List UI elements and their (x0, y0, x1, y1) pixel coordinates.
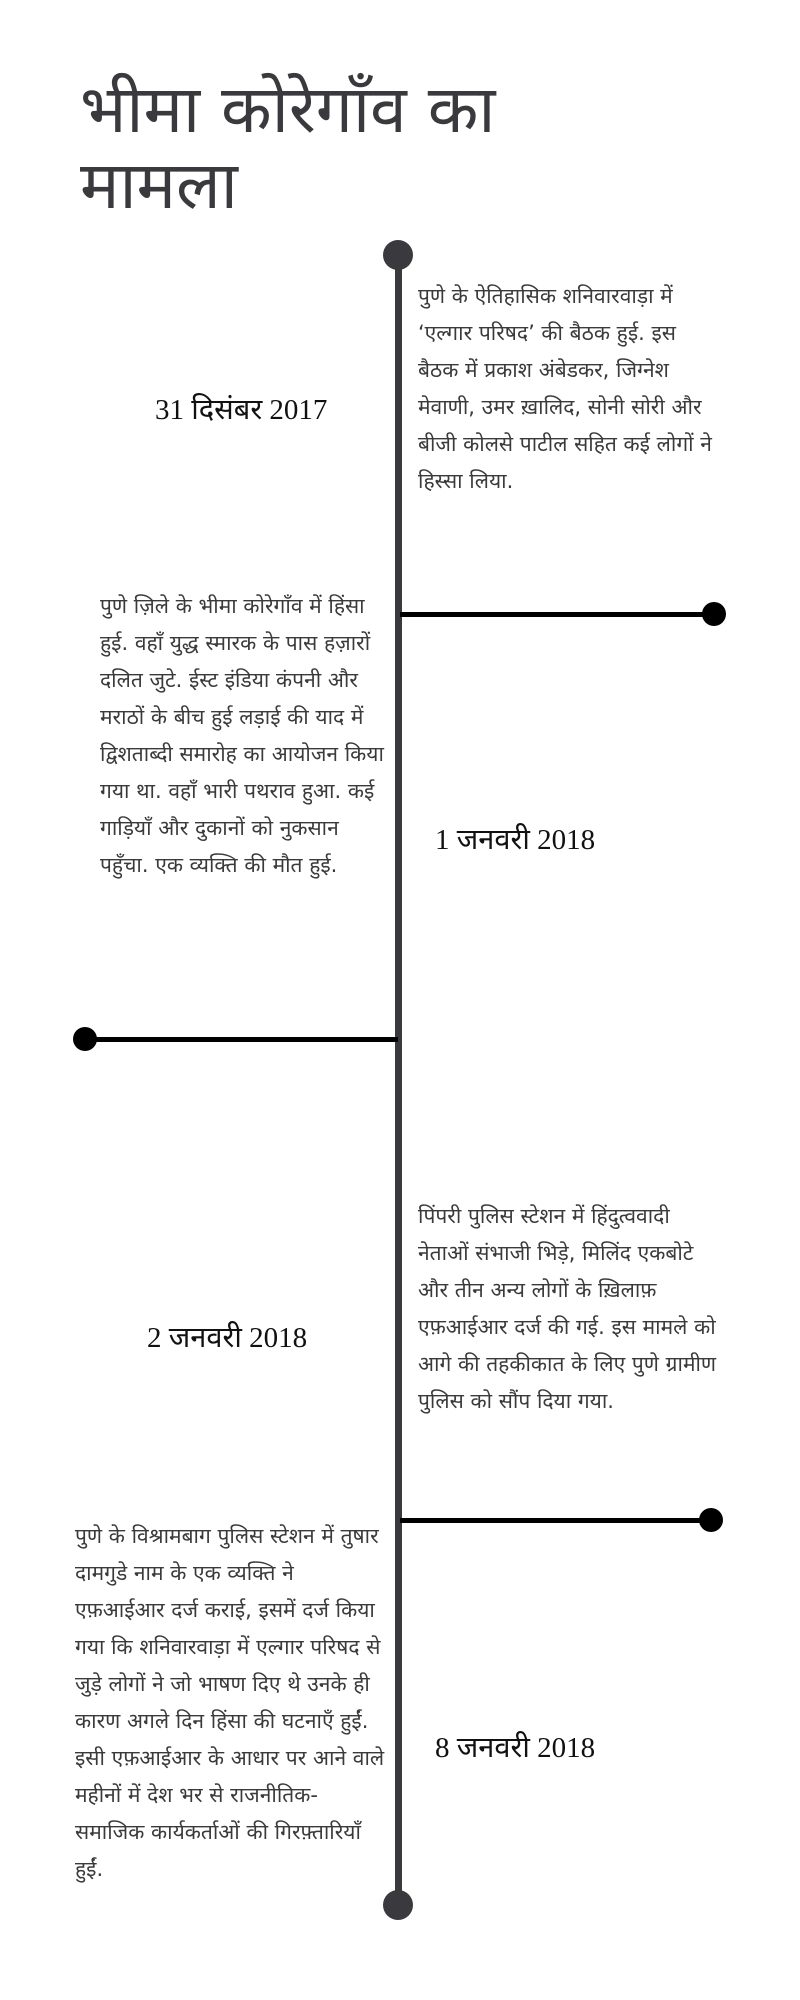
branch-line (400, 612, 710, 617)
event-date: 31 दिसंबर 2017 (155, 394, 328, 426)
event-description: पिंपरी पुलिस स्टेशन में हिंदुत्ववादी नेताओं संभाजी भिड़े, मिलिंद एकबोटे और तीन अन्य लोगों के ख़िलाफ़ एफ़आईआर दर्ज की गई. इस मामले को आगे की तहकीकात के लिए पुणे ग्रामीण पुलिस को सौंप दिया गया. (418, 1204, 717, 1413)
event-date: 1 जनवरी 2018 (435, 824, 596, 856)
event-date: 2 जनवरी 2018 (147, 1322, 308, 1354)
branch-line (400, 1518, 710, 1523)
timeline-axis (395, 255, 402, 1905)
branch-dot-icon (73, 1027, 97, 1051)
event-description: पुणे के ऐतिहासिक शनिवारवाड़ा में ‘एल्गार परिषद’ की बैठक हुई. इस बैठक में प्रकाश अंबेडकर, जिग्नेश मेवाणी, उमर ख़ालिद, सोनी सोरी और बीजी कोलसे पाटील सहित कई लोगों ने हिस्सा लिया. (418, 284, 712, 493)
event-description: पुणे ज़िले के भीमा कोरेगाँव में हिंसा हुई. वहाँ युद्ध स्मारक के पास हज़ारों दलित जुटे. ईस्ट इंडिया कंपनी और मराठों के बीच हुई लड़ाई की याद में द्विशताब्दी समारोह का आयोजन किया गया था. वहाँ भारी पथराव हुआ. कई गाड़ियाँ और दुकानों को नुकसान पहुँचा. एक व्यक्ति की मौत हुई. (100, 594, 384, 877)
branch-dot-icon (699, 1508, 723, 1532)
event-description: पुणे के विश्रामबाग पुलिस स्टेशन में तुषार दामगुडे नाम के एक व्यक्ति ने एफ़आईआर दर्ज कराई, इसमें दर्ज किया गया कि शनिवारवाड़ा में एल्गार परिषद से जुड़े लोगों ने जो भाषण दिए थे उनके ही कारण अगले दिन हिंसा की घटनाएँ हुईं. इसी एफ़आईआर के आधार पर आने वाले महीनों में देश भर से राजनीतिक-समाजिक कार्यकर्ताओं की गिरफ़्तारियाँ हुईं. (75, 1524, 385, 1881)
timeline-end-dot-icon (383, 1890, 413, 1920)
branch-line (88, 1037, 398, 1042)
page-title: भीमा कोरेगाँव का मामला (80, 71, 496, 224)
event-date: 8 जनवरी 2018 (435, 1732, 596, 1764)
timeline-start-dot-icon (383, 240, 413, 270)
branch-dot-icon (702, 602, 726, 626)
